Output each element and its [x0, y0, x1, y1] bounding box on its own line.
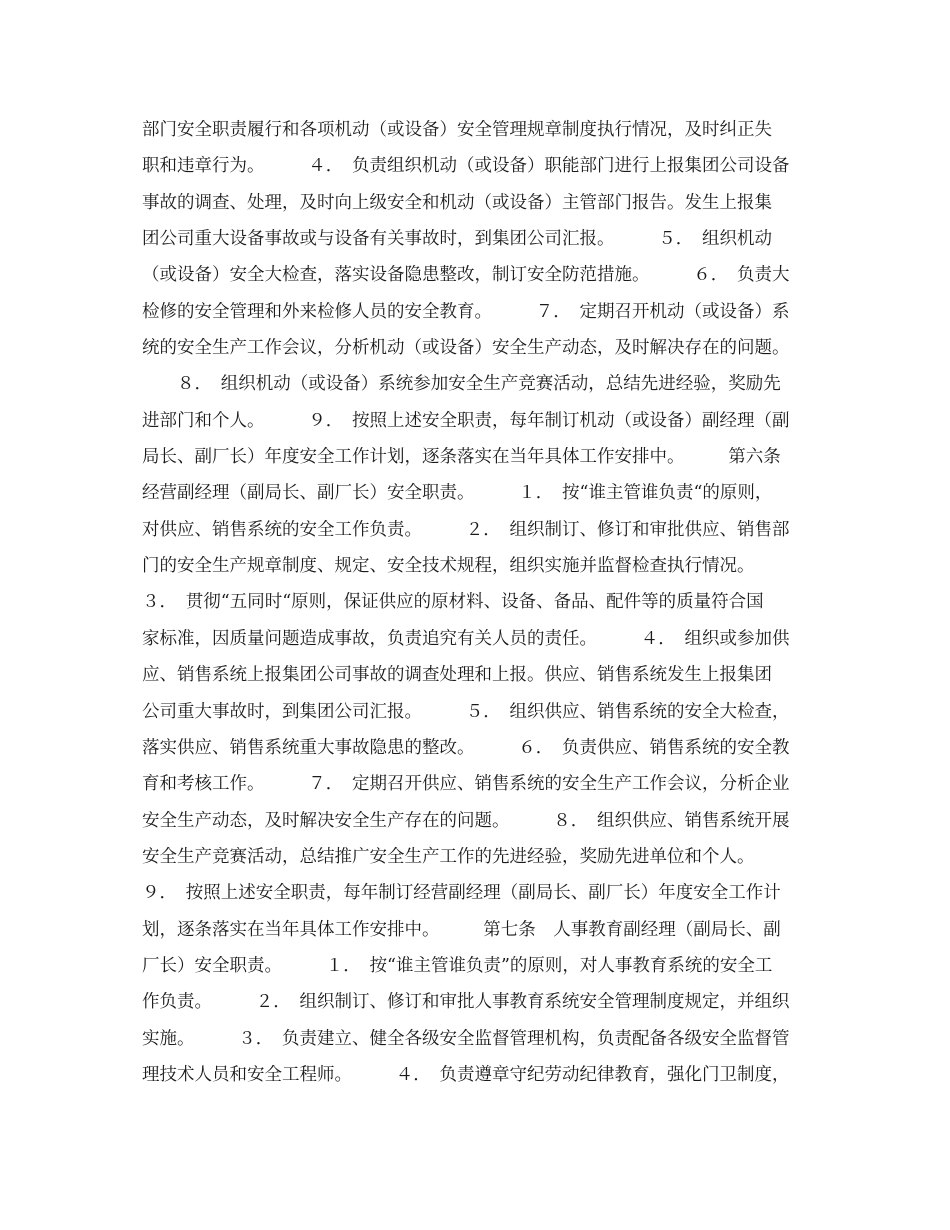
- document-text-line: 公司重大事故时，到集团公司汇报。 ５． 组织供应、销售系统的安全大检查，: [142, 701, 790, 722]
- document-body-text: [142, 112, 832, 1093]
- document-text-line: 检修的安全管理和外来检修人员的安全教育。 ７． 定期召开机动（或设备）系: [142, 301, 790, 322]
- document-text-line: 落实供应、销售系统重大事故隐患的整改。 ６． 负责供应、销售系统的安全教: [142, 737, 790, 758]
- document-text-line: 育和考核工作。 ７． 定期召开供应、销售系统的安全生产工作会议，分析企业: [142, 774, 790, 795]
- document-text-line: 作负责。 ２． 组织制订、修订和审批人事教育系统安全管理制度规定，并组织: [142, 992, 790, 1013]
- document-text-line: 团公司重大设备事故或与设备有关事故时，到集团公司汇报。 ５． 组织机动: [142, 229, 772, 250]
- document-text-line: 职和违章行为。 ４． 负责组织机动（或设备）职能部门进行上报集团公司设备: [142, 156, 790, 177]
- document-text-line: 进部门和个人。 ９． 按照上述安全职责，每年制订机动（或设备）副经理（副: [142, 410, 790, 431]
- document-text-line: 统的安全生产工作会议，分析机动（或设备）安全生产动态，及时解决存在的问题。: [142, 338, 790, 359]
- document-text-line: 门的安全生产规章制度、规定、安全技术规程，组织实施并监督检查执行情况。: [142, 556, 781, 577]
- document-text-line: 应、销售系统上报集团公司事故的调查处理和上报。供应、销售系统发生上报集团: [142, 665, 772, 686]
- document-text-line: ８． 组织机动（或设备）系统参加安全生产竞赛活动，总结先进经验，奖励先: [142, 374, 781, 395]
- document-text-line: 局长、副厂长）年度安全工作计划，逐条落实在当年具体工作安排中。 第六条: [142, 447, 799, 468]
- document-text-line: （或设备）安全大检查，落实设备隐患整改，制订安全防范措施。 ６． 负责大: [142, 265, 790, 286]
- document-text-line: 经营副经理（副局长、副厂长）安全职责。 １． 按“谁主管谁负责“的原则，: [142, 483, 773, 504]
- document-text-line: 对供应、销售系统的安全工作负责。 ２． 组织制订、修订和审批供应、销售部: [142, 519, 790, 540]
- document-text-line: 实施。 ３． 负责建立、健全各级安全监督管理机构，负责配备各级安全监督管: [142, 1028, 790, 1049]
- document-text-line: 划，逐条落实在当年具体工作安排中。 第七条 人事教育副经理（副局长、副: [142, 919, 781, 940]
- document-text-line: 厂长）安全职责。 １． 按“谁主管谁负责”的原则，对人事教育系统的安全工: [142, 955, 773, 976]
- document-text-line: 部门安全职责履行和各项机动（或设备）安全管理规章制度执行情况，及时纠正失: [142, 120, 772, 140]
- document-text-line: ３． 贯彻“五同时“原则，保证供应的原材料、设备、备品、配件等的质量符合国: [142, 592, 764, 613]
- document-text-line: 安全生产动态，及时解决安全生产存在的问题。 ８． 组织供应、销售系统开展: [142, 810, 790, 831]
- document-text-line: 理技术人员和安全工程师。 ４． 负责遵章守纪劳动纪律教育，强化门卫制度，: [142, 1064, 790, 1085]
- document-text-line: ９． 按照上述安全职责，每年制订经营副经理（副局长、副厂长）年度安全工作计: [142, 883, 781, 904]
- document-text-line: 安全生产竞赛活动，总结推广安全生产工作的先进经验，奖励先进单位和个人。: [142, 846, 781, 867]
- document-text-line: 家标准，因质量问题造成事故，负责追究有关人员的责任。 ４． 组织或参加供: [142, 628, 790, 649]
- document-text-line: 事故的调查、处理，及时向上级安全和机动（或设备）主管部门报告。发生上报集: [142, 192, 772, 213]
